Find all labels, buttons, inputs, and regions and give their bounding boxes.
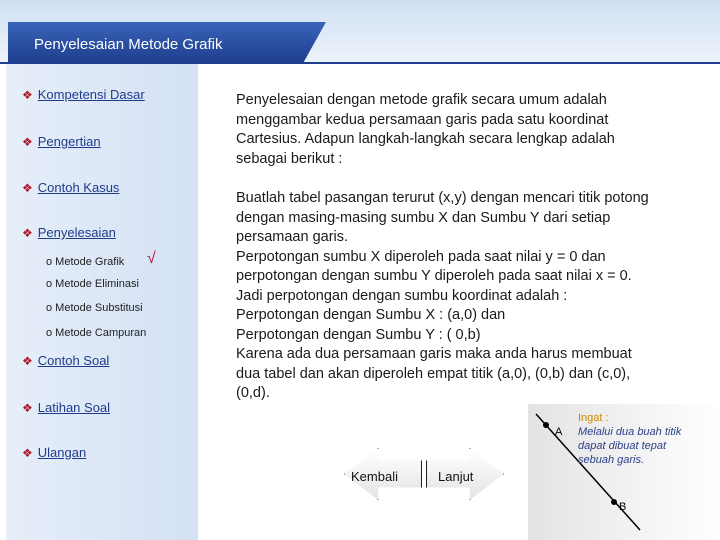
diamond-bullet-icon: ❖ <box>22 181 33 195</box>
sidebar-item-label: Contoh Kasus <box>37 180 120 195</box>
text-line: dengan masing-masing sumbu X dan Sumbu Y dari setiap <box>236 209 611 226</box>
text-line: Perpotongan sumbu X diperoleh pada saat nilai y = 0 dan <box>236 248 606 265</box>
sidebar-item-label: Penyelesaian <box>37 225 116 240</box>
text-line: perpotongan dengan sumbu Y diperoleh pada saat nilai x = 0. <box>236 268 632 284</box>
reminder-note <box>578 411 698 467</box>
subitem-metode-grafik[interactable]: o Metode Grafik <box>46 256 125 268</box>
text-line: sebagai berikut : <box>236 150 343 167</box>
text-line: Karena ada dua persamaan garis maka anda harus membuat <box>236 346 632 362</box>
text-line: Cartesius. Adapun langkah-langkah secara lengkap adalah <box>236 131 615 147</box>
point-b-dot <box>611 499 617 505</box>
diamond-bullet-icon: ❖ <box>22 354 33 368</box>
diamond-bullet-icon: ❖ <box>22 226 33 240</box>
check-mark-icon: √ <box>147 250 156 267</box>
subitem-metode-eliminasi[interactable]: o Metode Eliminasi <box>46 278 139 290</box>
sidebar-item-label: Ulangan <box>37 445 87 460</box>
diamond-bullet-icon: ❖ <box>22 446 33 460</box>
subitem-metode-substitusi[interactable]: o Metode Substitusi <box>46 302 143 314</box>
note-title: Ingat : <box>578 412 609 424</box>
sidebar-item-label: Pengertian <box>37 134 101 149</box>
subitem-metode-campuran[interactable]: o Metode Campuran <box>46 327 147 339</box>
text-line: Perpotongan dengan Sumbu Y : ( 0,b) <box>236 326 481 343</box>
back-button-label: Kembali <box>351 469 398 484</box>
text-line: Jadi perpotongan dengan sumbu koordinat adalah : <box>236 287 568 304</box>
text-line: dua tabel dan akan diperoleh empat titik (a,0), (0,b) dan (c,0), <box>236 365 631 382</box>
text-line: Buatlah tabel pasangan terurut (x,y) dengan mencari titik potong <box>236 190 649 206</box>
note-line: Melalui dua buah titik <box>578 426 682 438</box>
point-a-dot <box>543 422 549 428</box>
note-line: sebuah garis. <box>578 454 645 466</box>
diamond-bullet-icon: ❖ <box>22 401 33 415</box>
text-line: persamaan garis. <box>236 229 349 245</box>
text-line: Penyelesaian dengan metode grafik secara umum adalah <box>236 92 607 108</box>
sidebar-item-label: Contoh Soal <box>37 353 110 368</box>
page-title: Penyelesaian Metode Grafik <box>34 36 223 53</box>
text-line: menggambar kedua persamaan garis pada satu koordinat <box>236 111 609 128</box>
sidebar-item-label: Kompetensi Dasar <box>37 87 145 102</box>
diamond-bullet-icon: ❖ <box>22 88 33 102</box>
note-line: dapat dibuat tepat <box>578 440 667 452</box>
point-b-label: B <box>619 501 627 513</box>
next-button-label: Lanjut <box>438 469 474 484</box>
diamond-bullet-icon: ❖ <box>22 135 33 149</box>
text-line: Perpotongan dengan Sumbu X : (a,0) dan <box>236 307 506 323</box>
text-line: (0,d). <box>236 385 270 401</box>
sidebar-item-label: Latihan Soal <box>37 400 111 415</box>
point-a-label: A <box>555 426 563 438</box>
